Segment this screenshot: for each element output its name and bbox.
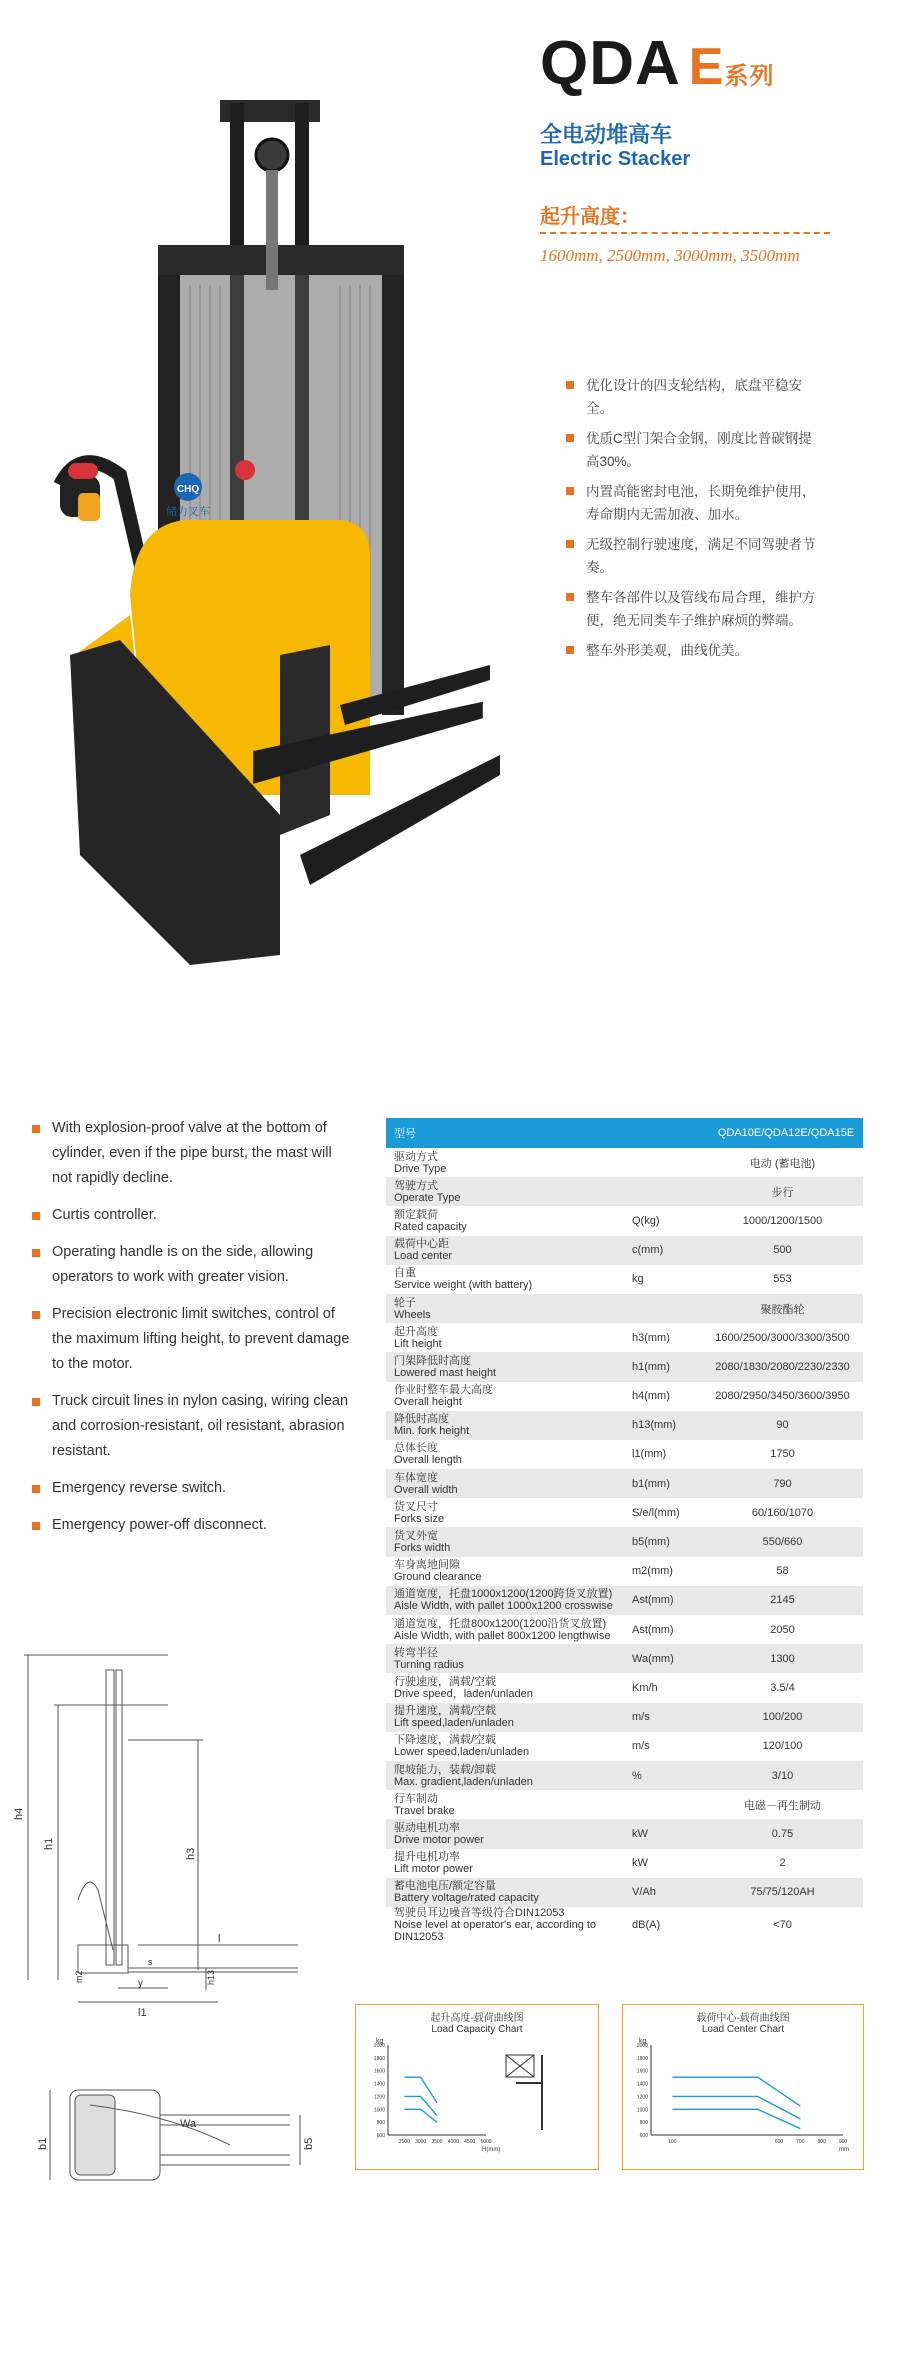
chart-title-cn: 载荷中心-载荷曲线图 [696,2013,790,2024]
table-row [386,1790,863,1819]
x-tick-label: 600 [774,2139,784,2145]
value-cell: 聚胺酯轮 [702,1294,863,1323]
value-cell: 2080/1830/2080/2230/2330 [702,1352,863,1381]
y-tick-label: 1200 [373,2094,385,2101]
chart-title-en: Load Capacity Chart [431,2024,523,2035]
list-item: Emergency power-off disconnect. [32,1513,352,1538]
table-row [386,1236,863,1265]
bullet-icon [32,1398,40,1406]
param-cell: 作业时整车最大高度 Overall height [386,1382,632,1411]
dim-label: m2 [74,1970,84,1983]
table-row [386,1878,863,1907]
unit-cell [632,1294,702,1323]
unit-cell: c(mm) [632,1236,702,1265]
model-title: QDA E系列 [540,29,775,98]
param-cell: 提升电机功率 Lift motor power [386,1849,632,1878]
pallet-icon [506,2055,542,2130]
dim-label: l1 [138,2007,147,2019]
unit-cell: dB(A) [632,1907,702,1943]
bullet-icon [566,593,574,601]
table-row [386,1323,863,1352]
param-cell: 起升高度 Lift height [386,1323,632,1352]
value-cell: 790 [702,1469,863,1498]
load-center-chart [622,2004,864,2170]
series-line [404,2109,437,2122]
unit-cell: h4(mm) [632,1382,702,1411]
x-unit: H(mm) [482,2147,501,2153]
y-tick-label: 1400 [636,2081,648,2088]
unit-cell: Km/h [632,1673,702,1702]
x-unit: mm [839,2147,849,2153]
title-cn: 全电动堆高车 [540,122,673,147]
unit-cell: kW [632,1819,702,1848]
bullet-icon [32,1125,40,1133]
value-cell: 2145 [702,1586,863,1615]
unit-cell: m/s [632,1732,702,1761]
dim-label: y [138,1978,143,1989]
table-row [386,1703,863,1732]
param-cell: 门架降低时高度 Lowered mast height [386,1352,632,1381]
y-tick-label: 1800 [373,2055,385,2062]
value-cell: 步行 [702,1177,863,1206]
y-unit: kg [376,2038,384,2045]
x-tick-label: 4000 [447,2139,459,2145]
table-row [386,1849,863,1878]
list-item: Curtis controller. [32,1203,352,1228]
dim-label: h4 [13,1807,25,1820]
chart-plot [356,2035,596,2165]
unit-cell: b1(mm) [632,1469,702,1498]
param-cell: 额定载荷 Rated capacity [386,1206,632,1235]
table-row [386,1469,863,1498]
list-item: Emergency reverse switch. [32,1476,352,1501]
value-cell: 75/75/120AH [702,1878,863,1907]
dim-label: s [148,1957,153,1967]
value-cell: 1750 [702,1440,863,1469]
bullet-icon [566,540,574,548]
features-en-list [32,1116,352,1550]
x-tick-label: 3000 [415,2139,427,2145]
table-row [386,1586,863,1615]
param-cell: 行车制动 Travel brake [386,1790,632,1819]
unit-cell: Wa(mm) [632,1644,702,1673]
unit-cell: kW [632,1849,702,1878]
x-tick-label: 2500 [398,2139,410,2145]
unit-cell: h3(mm) [632,1323,702,1352]
x-tick-label: 900 [838,2139,848,2145]
x-tick-label: 700 [796,2139,805,2145]
bullet-icon [32,1212,40,1220]
list-item: Operating handle is on the side, allowing operators to work with greater vision. [32,1240,352,1290]
value-cell: 2080/2950/3450/3600/3950 [702,1382,863,1411]
unit-cell: h13(mm) [632,1411,702,1440]
unit-cell: Q(kg) [632,1206,702,1235]
list-item: 整车外形美观，曲线优美。 [566,639,816,662]
param-cell: 下降速度，满载/空载 Lower speed,laden/unladen [386,1732,632,1761]
y-tick-label: 800 [639,2120,648,2127]
value-cell: 2 [702,1849,863,1878]
table-row [386,1498,863,1527]
unit-cell: Ast(mm) [632,1586,702,1615]
list-item: Precision electronic limit switches, control of the maximum lifting height, to prevent damage to the motor. [32,1302,352,1377]
table-row [386,1527,863,1556]
dim-label: h13 [206,1969,216,1985]
chart-title-en: Load Center Chart [701,2024,785,2035]
param-cell: 轮子 Wheels [386,1294,632,1323]
series-line [672,2109,800,2128]
list-item: 无级控制行驶速度，满足不同驾驶者节奏。 [566,533,816,579]
spec-table [386,1118,863,1943]
list-item: 内置高能密封电池，长期免维护使用，寿命期内无需加液、加水。 [566,480,816,526]
unit-cell: % [632,1761,702,1790]
param-cell: 自重 Service weight (with battery) [386,1265,632,1294]
model-suffix: E [688,38,725,96]
param-cell: 驾驶方式 Operate Type [386,1177,632,1206]
param-cell: 行驶速度，满载/空载 Drive speed，laden/unladen [386,1673,632,1702]
value-cell: 电动 (蓄电池) [702,1148,863,1177]
spec-header-value: QDA10E/QDA12E/QDA15E [702,1118,863,1148]
series-line [404,2096,437,2115]
list-item: With explosion-proof valve at the bottom of cylinder, even if the pipe burst, the mast will not rapidly decline. [32,1116,352,1191]
list-item: Truck circuit lines in nylon casing, wiring clean and corrosion-resistant, oil resistant, abrasion resistant. [32,1389,352,1464]
x-tick-label: 5000 [480,2139,492,2145]
param-cell: 货叉外宽 Forks width [386,1527,632,1556]
unit-cell: m/s [632,1703,702,1732]
table-row [386,1265,863,1294]
series-line [404,2077,437,2103]
param-cell: 驾驶员耳边噪音等级符合DIN12053 Noise level at operator's ear, according to DIN12053 [386,1907,632,1943]
brand-logo-text: CHQ [176,484,200,495]
y-tick-label: 2000 [636,2043,648,2049]
param-cell: 驱动电机功率 Drive motor power [386,1819,632,1848]
dim-label: h3 [185,1847,197,1860]
y-tick-label: 1000 [636,2107,648,2114]
lift-heights: 1600mm, 2500mm, 3000mm, 3500mm [540,246,800,265]
series-line [672,2077,800,2106]
y-tick-label: 1200 [636,2094,648,2101]
list-item: 优质C型门架合金钢，刚度比普碳钢提高30%。 [566,427,816,473]
table-row [386,1615,863,1644]
value-cell: 3/10 [702,1761,863,1790]
unit-cell: m2(mm) [632,1557,702,1586]
value-cell: 0.75 [702,1819,863,1848]
param-cell: 转弯半径 Turning radius [386,1644,632,1673]
table-row [386,1907,863,1943]
chart-title-cn: 起升高度-载荷曲线图 [430,2013,524,2024]
value-cell: 100/200 [702,1703,863,1732]
unit-cell [632,1790,702,1819]
y-tick-label: 1000 [373,2107,385,2114]
table-row [386,1148,863,1177]
table-row [386,1440,863,1469]
y-tick-label: 1400 [373,2081,385,2088]
bullet-icon [566,487,574,495]
table-row [386,1761,863,1790]
table-row [386,1673,863,1702]
table-row [386,1206,863,1235]
chart-plot [623,2035,861,2165]
spec-header-param: 型号 [386,1118,702,1148]
load-capacity-chart [355,2004,599,2170]
table-row [386,1557,863,1586]
stacker-illustration [40,95,500,1075]
divider [540,232,830,234]
value-cell: 电磁－再生制动 [702,1790,863,1819]
table-row [386,1382,863,1411]
param-cell: 提升速度，满载/空载 Lift speed,laden/unladen [386,1703,632,1732]
table-row [386,1294,863,1323]
x-tick-label: 3500 [431,2139,443,2145]
bullet-icon [566,381,574,389]
value-cell: 1600/2500/3000/3300/3500 [702,1323,863,1352]
value-cell: 58 [702,1557,863,1586]
y-tick-label: 800 [376,2120,385,2127]
table-row [386,1352,863,1381]
bullet-icon [566,434,574,442]
unit-cell [632,1177,702,1206]
dim-label: l [218,1933,221,1945]
unit-cell: Ast(mm) [632,1615,702,1644]
table-row [386,1177,863,1206]
param-cell: 蓄电池电压/额定容量 Battery voltage/rated capacity [386,1878,632,1907]
param-cell: 车体宽度 Overall width [386,1469,632,1498]
param-cell: 载荷中心距 Load center [386,1236,632,1265]
value-cell: 553 [702,1265,863,1294]
x-tick-label: 800 [817,2139,826,2145]
x-tick-label: 100 [668,2139,677,2145]
bullet-icon [566,646,574,654]
param-cell: 车身离地间隙 Ground clearance [386,1557,632,1586]
dim-label: h1 [43,1837,55,1850]
y-tick-label: 1600 [373,2068,385,2075]
y-tick-label: 600 [639,2133,648,2139]
value-cell: 1000/1200/1500 [702,1206,863,1235]
unit-cell: h1(mm) [632,1352,702,1381]
top-view-drawing [30,2075,330,2205]
unit-cell: V/Ah [632,1878,702,1907]
table-row [386,1411,863,1440]
param-cell: 降低时高度 Min. fork height [386,1411,632,1440]
dim-label: b5 [303,2137,315,2150]
y-tick-label: 2000 [373,2043,385,2049]
unit-cell: S/e/l(mm) [632,1498,702,1527]
x-tick-label: 4500 [464,2139,476,2145]
table-row [386,1819,863,1848]
features-cn-list [566,374,816,669]
value-cell: 1300 [702,1644,863,1673]
value-cell: 550/660 [702,1527,863,1556]
y-tick-label: 1800 [636,2055,648,2062]
param-cell: 驱动方式 Drive Type [386,1148,632,1177]
series-line [672,2096,800,2119]
param-cell: 总体长度 Overall length [386,1440,632,1469]
unit-cell [632,1148,702,1177]
dim-label: b1 [37,2137,49,2150]
bullet-icon [32,1249,40,1257]
table-row [386,1644,863,1673]
lift-height-label: 起升高度： [540,206,640,228]
value-cell: 120/100 [702,1732,863,1761]
unit-cell: b5(mm) [632,1527,702,1556]
table-row [386,1732,863,1761]
side-view-drawing [13,1650,338,2030]
value-cell: 500 [702,1236,863,1265]
y-unit: kg [639,2038,647,2045]
title-en: Electric Stacker [540,148,691,170]
dim-label: Wa [180,2118,197,2130]
param-cell: 爬坡能力，装载/卸载 Max. gradient,laden/unladen [386,1761,632,1790]
unit-cell: l1(mm) [632,1440,702,1469]
param-cell: 通道宽度，托盘800x1200(1200沿货叉放置) Aisle Width, with pallet 800x1200 lengthwise [386,1615,632,1644]
value-cell: 2050 [702,1615,863,1644]
series-label: 系列 [724,63,775,90]
y-tick-label: 1600 [636,2068,648,2075]
param-cell: 通道宽度，托盘1000x1200(1200跨货叉放置) Aisle Width, with pallet 1000x1200 crosswise [386,1586,632,1615]
y-tick-label: 600 [376,2133,385,2139]
value-cell: 90 [702,1411,863,1440]
list-item: 优化设计的四支轮结构，底盘平稳安全。 [566,374,816,420]
list-item: 整车各部件以及管线布局合理，维护方便，绝无同类车子维护麻烦的弊端。 [566,586,816,632]
value-cell: 3.5/4 [702,1673,863,1702]
bullet-icon [32,1485,40,1493]
unit-cell: kg [632,1265,702,1294]
value-cell: 60/160/1070 [702,1498,863,1527]
param-cell: 货叉尺寸 Forks size [386,1498,632,1527]
bullet-icon [32,1522,40,1530]
brand-cn-text: 储力叉车 [166,505,210,518]
value-cell: <70 [702,1907,863,1943]
bullet-icon [32,1311,40,1319]
